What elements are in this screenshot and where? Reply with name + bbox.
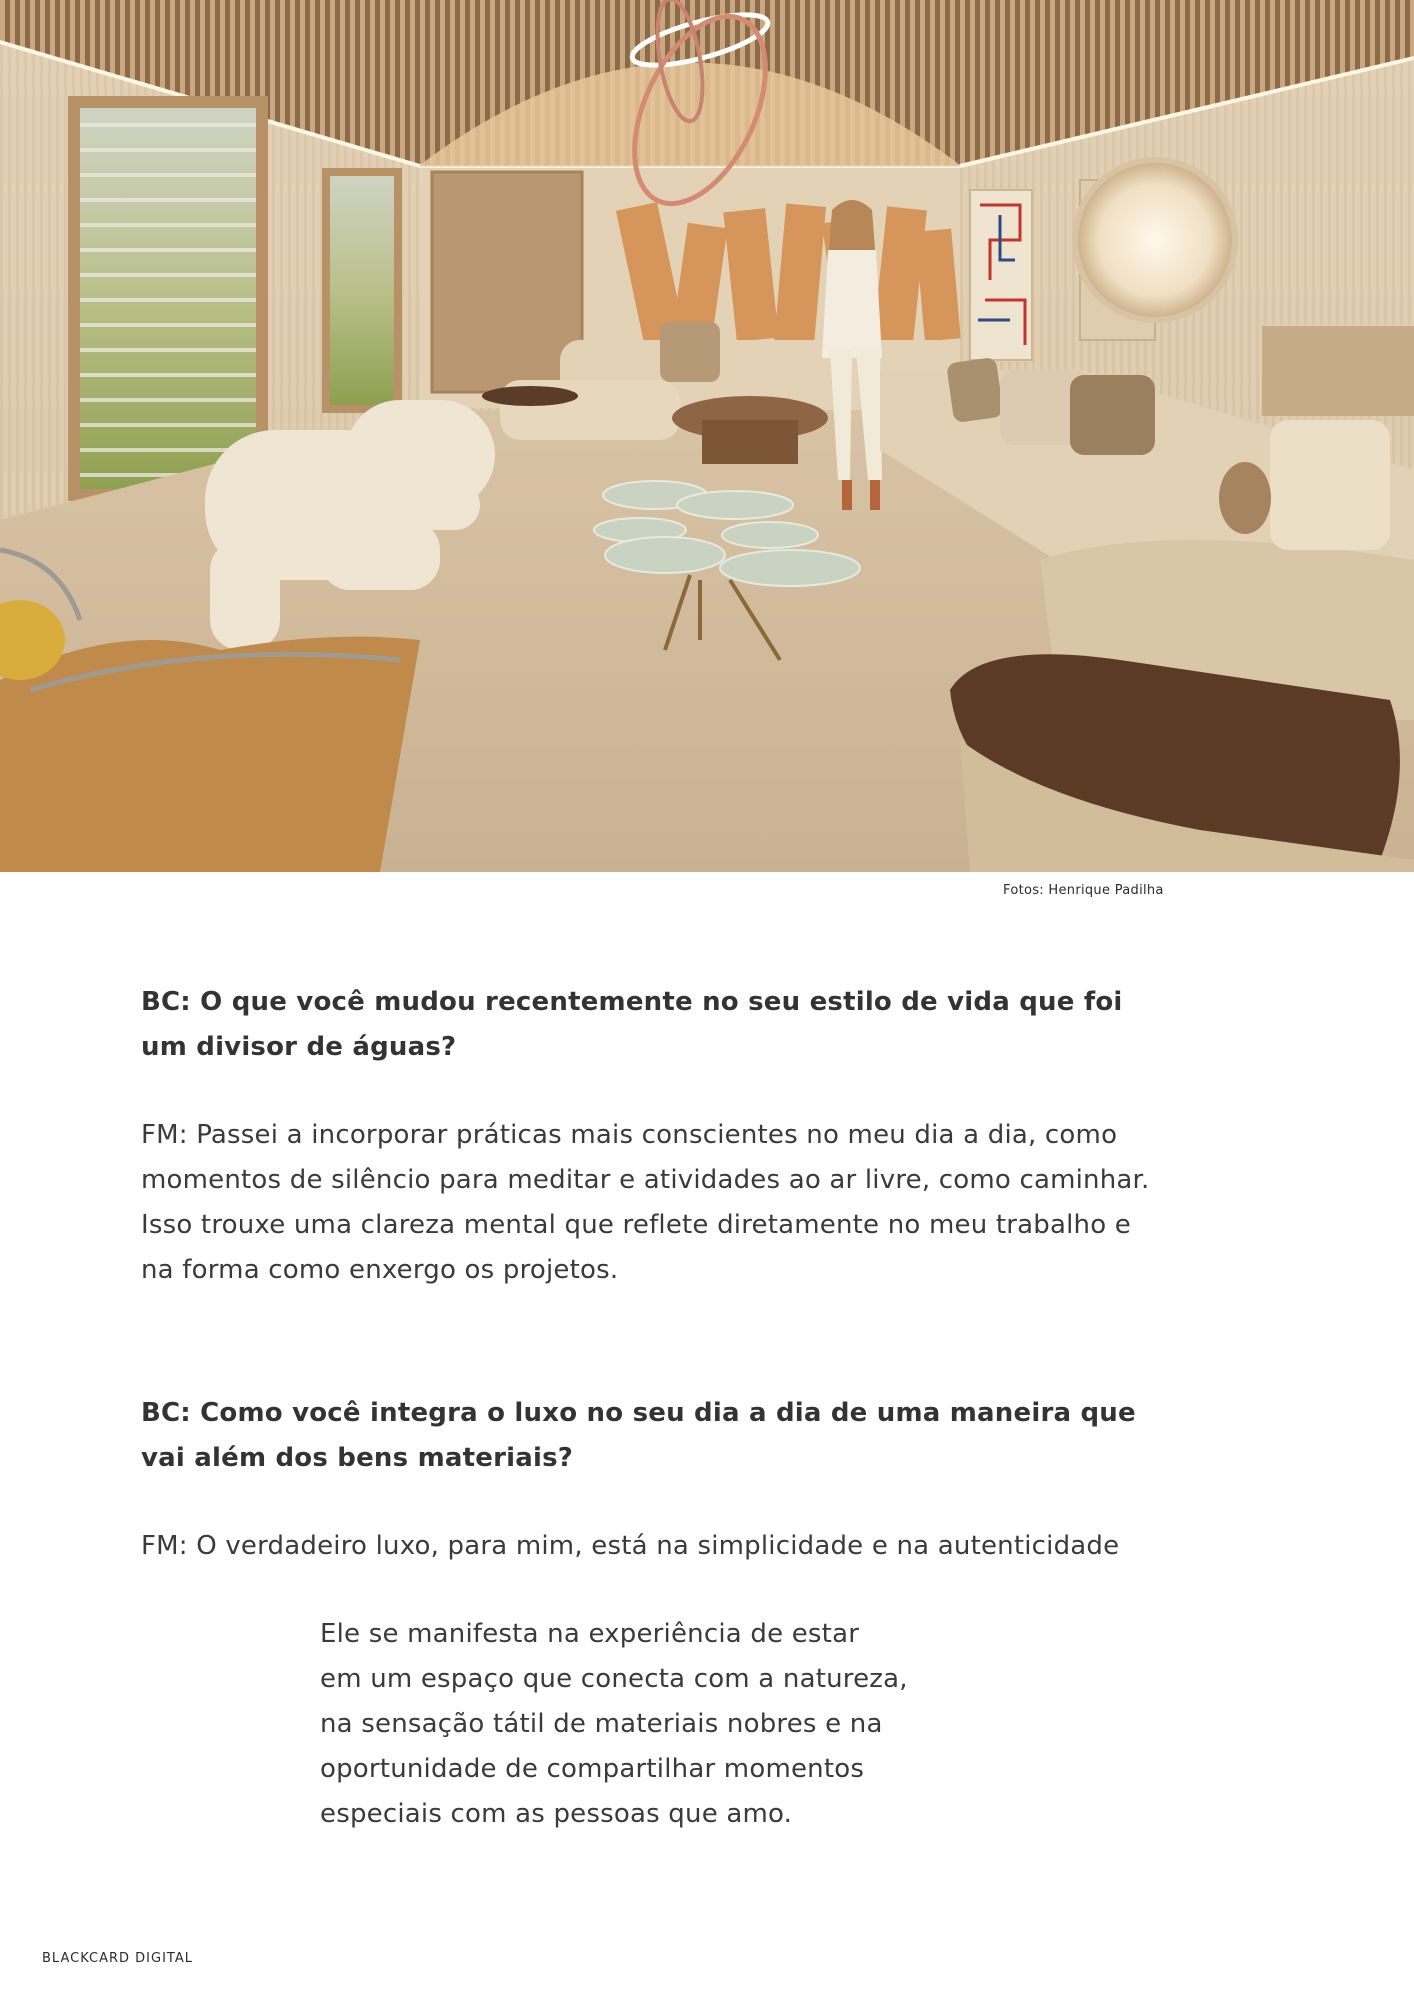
pull-quote-line: Ele se manifesta na experiência de estar bbox=[320, 1619, 860, 1649]
question-2: BC: Como você integra o luxo no seu dia a dia de uma maneira que vai além dos bens materiais? bbox=[141, 1398, 1136, 1473]
hero-photo bbox=[0, 0, 1414, 872]
pull-quote-line: em um espaço que conecta com a natureza, bbox=[320, 1664, 908, 1694]
footer-brand: BLACKCARD DIGITAL bbox=[42, 1951, 193, 1966]
photo-credit: Fotos: Henrique Padilha bbox=[1003, 883, 1164, 898]
pull-quote bbox=[320, 1612, 1151, 1837]
pull-quote-line: na sensação tátil de materiais nobres e na bbox=[320, 1709, 883, 1739]
question-1: BC: O que você mudou recentemente no seu estilo de vida que foi um divisor de águas? bbox=[141, 987, 1123, 1062]
qa-block-2 bbox=[141, 1391, 1151, 1837]
qa-block-1 bbox=[141, 980, 1151, 1293]
living-room-image bbox=[0, 0, 1414, 872]
answer-2: FM: O verdadeiro luxo, para mim, está na simplicidade e na autenticidade bbox=[141, 1531, 1120, 1561]
article-body bbox=[141, 980, 1151, 1837]
answer-1: FM: Passei a incorporar práticas mais conscientes no meu dia a dia, como momentos de silêncio para meditar e atividades ao ar livre, como caminhar. Isso trouxe uma clareza mental que reflete diretamente no meu trabalho e na forma como enxergo os projetos. bbox=[141, 1120, 1150, 1285]
pull-quote-line: especiais com as pessoas que amo. bbox=[320, 1799, 793, 1829]
pull-quote-line: oportunidade de compartilhar momentos bbox=[320, 1754, 865, 1784]
